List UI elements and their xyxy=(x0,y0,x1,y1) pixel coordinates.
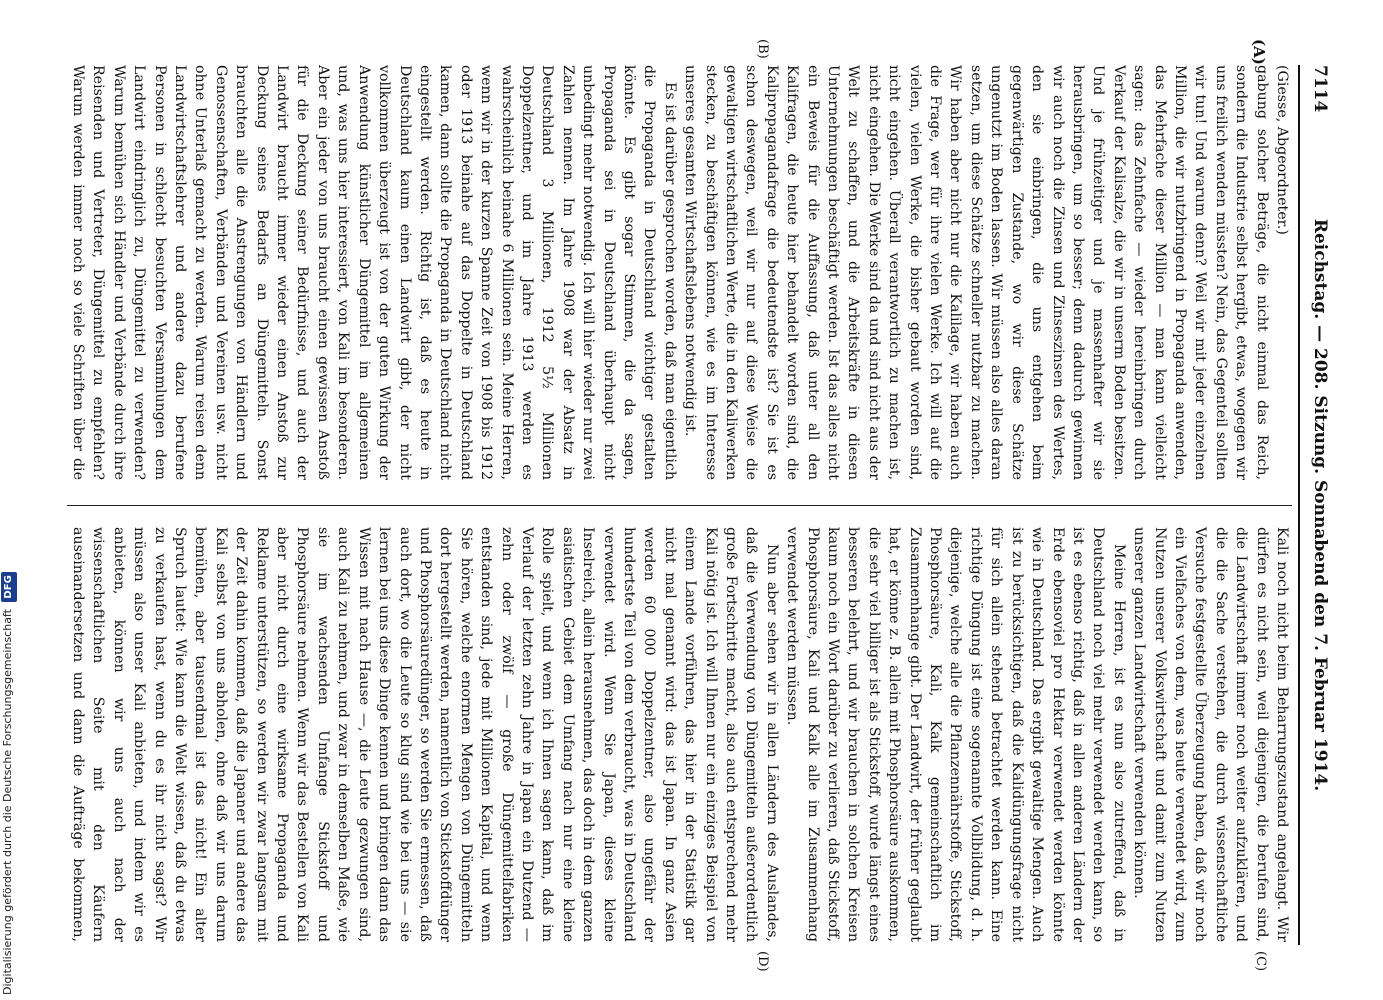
paragraph: Meine Herren, ist es nun also zutreffend, daß in Deutschland noch viel mehr verwendet werden kann, so ist es ebenso richtig, daß in allen anderen Ländern der Erde ebensoviel pro Hektar verwendet werden könnte wie in Deutschland. Das ergibt gewaltige Mengen. Auch ist zu berücksichtigen, daß die Kalidüngungsfrage nicht für sich allein stehend betrachtet werden kann. Eine richtige Düngung ist eine sogenannte Vollbildung, d. h. diejenige, welche alle die Pflanzennährstoffe, Stickstoff, Phosphorsäure, Kali, Kalk gemeinschaftlich im Zusammenhange gibt. Der Landwirt, der früher geglaubt hat, er könne z. B. allein mit Phosphorsäure auskommen, die sehr viel billiger ist als Stickstoff, wurde längst eines besseren belehrt, und wir brauchen in solchen Kreisen kaum noch ein Wort darüber zu verlieren, daß Stickstoff, Phosphorsäure, Kali und Kalk alle im Zusammenhang verwendet werden müssen. xyxy=(784,527,1127,942)
margin-marker-b: (B) xyxy=(755,39,770,59)
left-column xyxy=(67,65,1292,480)
margin-marker-c: (C) xyxy=(1253,951,1268,972)
scanned-page xyxy=(60,39,1330,972)
page-number: 7114 xyxy=(1310,65,1330,113)
page-header xyxy=(1304,65,1330,945)
header-rule xyxy=(1298,65,1300,945)
right-column xyxy=(67,527,1292,942)
paragraph: gabung solcher Beträge, die nicht einmal das Reich, sondern die Industrie selbst hergibt, etwas, wogegen wir uns freilich wenden müssten? Nein, das Gegenteil sollten wir tun! Und warum denn? Weil wir mit jeder einzelnen Million, die wir nutzbringend in Propaganda anwenden, das Mehrfache dieser Million — man kann vielleicht sagen: das Zehnfache — wieder hereinbringen durch Verkauf der Kalisalze, die wir in unserm Boden besitzen. Und je frühzeitiger und je massenhafter wir sie herausbringen, um so besser; denn dadurch gewinnen wir auch noch die Zinsen und Zinseszinsen des Wertes, den sie einbringen, die uns entgehen beim gegenwärtigen Zustande, wo wir diese Schätze ungenutzt im Boden lassen. Wir müssen also alles daran setzen, um diese Schätze schneller nutzbar zu machen. Wir haben aber nicht nur die Kalilage, wir haben auch die Frage, wer für ihre vielen Werke. Ich will auf die vielen, vielen Werke, die bisher gebaut worden sind, nicht eingehen. Überall verantwortlich zu machen ist, nicht eingehen. Die Werke sind da und sind nicht aus der Welt zu schaffen, und die Arbeitskräfte in diesen Unternehmungen beschäftigt werden. Ist das alles nicht ein Beweis für die Auffassung, daß unter all den Kalifragen, die heute hier behandelt worden sind, die Kalipropagandafrage die bedeutendste ist? Sie ist es schon deswegen, weil wir nur auf diese Weise die gewaltigen wirtschaftlichen Werte, die in den Kaliwerken stecken, zu beschäftigen können, wie es im Interesse unseres gesamten Wirtschaftslebens notwendig ist. xyxy=(682,65,1270,480)
paragraph: Es ist darüber gesprochen worden, daß man eigentlich die Propaganda in Deutschland wichtiger gestalten könnte. Es gibt sogar Stimmen, die da sagen, Propaganda sei in Deutschland überhaupt nicht unbedingt mehr notwendig. Ich will hier wieder nur zwei Zahlen nennen. Im Jahre 1908 war der Absatz in Deutschland 3 Millionen, 1912 5½ Millionen Doppelzentner, und im Jahre 1913 werden es wahrscheinlich beinahe 6 Millionen sein. Meine Herren, wenn wir in der kurzen Spanne Zeit von 1908 bis 1912 oder 1913 beinahe auf das Doppelte in Deutschland kamen, dann sollte die Propaganda in Deutschland nicht eingestellt werden. Richtig ist, daß es heute in Deutschland kaum einen Landwirt gibt, der nicht vollkommen überzeugt ist von der guten Wirkung der Anwendung künstlicher Düngemittel im allgemeinen und, was uns hier interessiert, von Kali im besonderen. Aber ein jeder von uns braucht einen gewissen Anstoß für die Deckung seiner Bedürfnisse, und auch der Landwirt braucht immer wieder einen Anstoß zur Deckung seines Bedarfs an Düngemitteln. Sonst brauchten alle die Anstrengungen von Händlern und Genossenschaften, Verbänden und Vereinen usw. nicht ohne Unterlaß gemacht zu werden. Warum reisen denn Landwirtschaftslehrer und andere dazu berufene Personen in schlecht besuchten Versammlungen dem Landwirt eindringlich zu, Düngemittel zu verwenden? Warum bemühen sich Händler und Verbände durch ihre Reisenden und Vertreter, Düngemittel zu empfehlen? Warum werden immer noch so viele Schriften über die xyxy=(70,65,678,480)
credit-text: Digitalisierung gefördert durch die Deutsche Forschungsgemeinschaft xyxy=(1,609,14,995)
margin-marker-d: (D) xyxy=(755,951,770,972)
column-divider xyxy=(67,505,1292,506)
paragraph: Kali noch nicht beim Beharrungszustand angelangt. Wir dürfen es nicht sein, weil diejenigen, die berufen sind, die Landwirtschaft immer noch weiter aufzuklären, und die die Sache verstehen, die durch wissenschaftliche Versuche festgestellte Überzeugung haben, daß wir noch ein Vielfaches von dem, was heute verwendet wird, zum Nutzen unserer Volkswirtschaft und damit zum Nutzen unserer ganzen Landwirtschaft verwenden können. xyxy=(1131,527,1290,942)
margin-marker-a: (A) xyxy=(1250,39,1268,65)
page-title: Reichstag. — 208. Sitzung. Sonnabend den 7. Februar 1914. xyxy=(1310,218,1330,792)
digitization-credit xyxy=(0,0,16,995)
dfg-logo: DFG xyxy=(1,572,17,601)
speaker-label: (Giesse, Abgeordneter.) xyxy=(1274,65,1290,235)
paragraph: Nun aber sehen wir in allen Ländern des Auslandes, daß die Verwendung von Düngemitteln außerordentlich große Fortschritte macht, also auch entsprechend mehr Kali nötig ist. Ich will Ihnen nur ein einziges Beispiel von einem Lande vorführen, das hier in der Statistik gar nicht mal genannt wird: das ist Japan. In ganz Asien werden 60 000 Doppelzentner, also ungefähr der hundertste Teil von dem verbraucht, was in Deutschland verwendet wird. Wenn Sie Japan, dieses kleine Inselreich, allein herausnehmen, das doch in dem ganzen asiatischen Gebiet dem Umfang nach nur eine kleine Rolle spielt, und wenn ich Ihnen sagen kann, daß im Verlauf der letzten zehn Jahre in Japan ein Dutzend — zehn oder zwölf — große Düngemittelfabriken entstanden sind, jede mit Millionen Kapital, und wenn Sie hören, welche enormen Mengen von Düngemitteln dort hergestellt werden, namentlich von Stickstoffdünger und Phosphorsäuredünger, so werden Sie ermessen, daß auch dort, wo die Leute so klug sind wie bei uns — sie lernen bei uns diese Dinge kennen und bringen dann das Wissen mit nach Hause —, die Leute gezwungen sind, auch Kali zu nehmen, und zwar in demselben Maße, wie sie im wachsenden Umfange Stickstoff und Phosphorsäure nehmen. Wenn wir das Bestellen von Kali aber nicht durch eine wirksame Propaganda und Reklame unterstützen, so werden wir zwar langsam mit der Zeit dahin kommen, daß die Japaner und andere das Kali selbst von uns abholen, ohne daß wir uns darum bemühen, aber tausendmal ist das nicht! Ein alter Spruch lautet: Wie kann die Welt wissen, daß du etwas zu verkaufen hast, wenn du es ihr nicht sagst? Wir müssen also unser Kali anbieten, und indem wir es anbieten, können wir uns auch nach der wissenschaftlichen Seite mit den Käufern auseinandersetzen und dann die Aufträge bekommen, xyxy=(70,527,780,942)
